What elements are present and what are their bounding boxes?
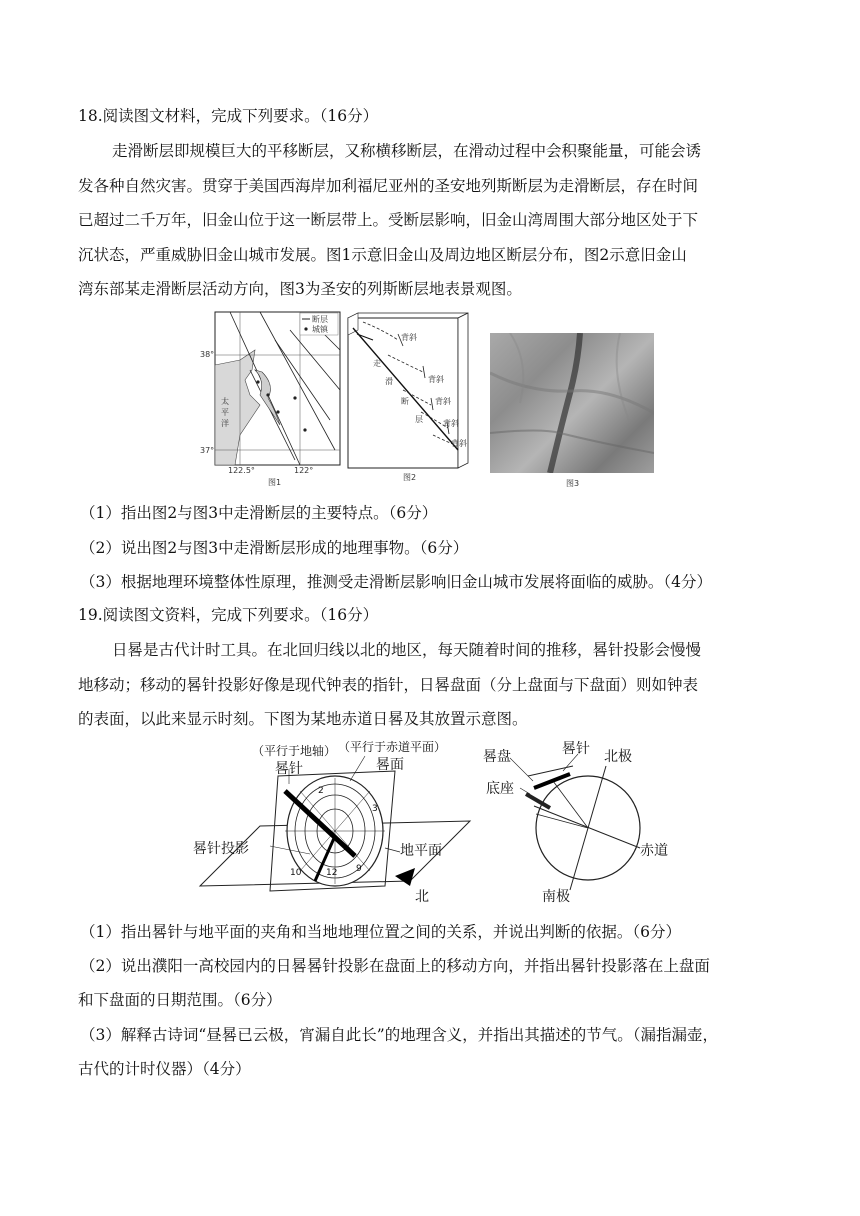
fig2-fault-label: 层 [415, 415, 423, 424]
q18-para-line: 湾东部某走滑断层活动方向，图3为圣安的列斯断层地表景观图。 [78, 280, 522, 298]
fig2-caption: 图2 [403, 473, 417, 482]
globe-dial-label: 晷盘 [483, 749, 511, 765]
figure-globe-diagram [478, 736, 678, 906]
fig1-ocean-label: 洋 [221, 419, 229, 428]
sundial-hour-label: 3 [372, 804, 378, 814]
q18-para-line: 沉状态，严重威胁旧金山城市发展。图1示意旧金山及周边地区断层分布，图2示意旧金山 [78, 246, 687, 264]
sundial-hour-label: 9 [356, 864, 362, 874]
q19-question: （3）解释古诗词“昼晷已云极，宵漏自此长”的地理含义，并指出其描述的节气。（漏指漏壶， [80, 1026, 718, 1044]
globe-north-pole-label: 北极 [604, 749, 632, 765]
q19-para-line: 的表面，以此来显示时刻。下图为某地赤道日晷及其放置示意图。 [78, 710, 528, 728]
sundial-gnomon-label: 晷针 [275, 761, 303, 777]
fig2-fault-label: 断 [401, 397, 409, 406]
fig1-legend-fault: 断层 [312, 315, 328, 324]
figure-2-fault-block [343, 310, 473, 480]
q18-question: （1）指出图2与图3中走滑断层的主要特点。（6分） [80, 504, 438, 522]
fig1-lat-label: 37° [200, 446, 215, 455]
q18-question: （3）根据地理环境整体性原理，推测受走滑断层影响旧金山城市发展将面临的威胁。（4分） [80, 573, 712, 591]
fig1-lat-label: 38° [200, 350, 215, 359]
q18-title: 18.阅读图文材料，完成下列要求。（16分） [78, 107, 379, 125]
globe-gnomon-label: 晷针 [562, 741, 590, 757]
fig2-anticline-label: 背斜 [435, 397, 451, 406]
q19-para-line: 日晷是古代计时工具。在北回归线以北的地区，每天随着时间的推移，晷针投影会慢慢 [112, 641, 702, 659]
fig2-fault-label: 滑 [385, 377, 393, 386]
fig2-anticline-label: 背斜 [451, 439, 467, 448]
sundial-ground-label: 地平面 [400, 843, 442, 859]
q18-para-line: 已超过二千万年，旧金山位于这一断层带上。受断层影响，旧金山湾周围大部分地区处于下 [78, 211, 699, 229]
sundial-hour-label: 10 [290, 868, 302, 878]
q19-question: （2）说出濮阳一高校园内的日晷晷针投影在盘面上的移动方向，并指出晷针投影落在上盘面 [80, 957, 710, 975]
q18-para-line: 走滑断层即规模巨大的平移断层，又称横移断层，在滑动过程中会积聚能量，可能会诱 [112, 142, 702, 160]
globe-base-label: 底座 [486, 781, 514, 797]
sundial-face-label: 晷面 [376, 757, 404, 773]
fig1-caption: 图1 [268, 478, 282, 487]
q19-para-line: 地移动；移动的晷针投影好像是现代钟表的指针，日晷盘面（分上盘面与下盘面）则如钟表 [78, 676, 699, 694]
fig2-anticline-label: 背斜 [401, 333, 417, 342]
q19-question: （1）指出晷针与地平面的夹角和当地地理位置之间的关系，并说出判断的依据。（6分） [80, 923, 681, 941]
fig1-legend-town: 城镇 [312, 325, 328, 334]
sundial-shadow-label: 晷针投影 [193, 841, 249, 857]
fig1-lon-label: 122.5° [228, 466, 255, 475]
fig2-anticline-label: 背斜 [443, 419, 459, 428]
sundial-hour-label: 2 [318, 786, 324, 796]
globe-equator-label: 赤道 [640, 843, 668, 859]
figure-sundial-diagram [190, 736, 480, 906]
figure-3-fault-photo [490, 333, 654, 473]
fig2-anticline-label: 背斜 [428, 375, 444, 384]
fig2-fault-label: 走 [373, 359, 381, 368]
q19-question-cont: 和下盘面的日期范围。（6分） [78, 991, 282, 1009]
sundial-north-label: 北 [415, 889, 429, 905]
globe-south-pole-label: 南极 [542, 889, 570, 905]
q19-question-cont: 古代的计时仪器）（4分） [78, 1060, 251, 1078]
sundial-hour-label: 12 [326, 868, 338, 878]
fig1-ocean-label: 太 [221, 397, 229, 406]
figure-1-fault-map [200, 310, 345, 490]
fig1-ocean-label: 平 [221, 408, 229, 417]
sundial-axis-note: （平行于地轴） [252, 744, 337, 758]
fig1-lon-label: 122° [294, 466, 314, 475]
sundial-equator-note: （平行于赤道平面） [338, 740, 447, 754]
fig3-caption: 图3 [566, 479, 580, 488]
q18-para-line: 发各种自然灾害。贯穿于美国西海岸加利福尼亚州的圣安地列斯断层为走滑断层，存在时间 [78, 177, 699, 195]
q19-title: 19.阅读图文资料，完成下列要求。（16分） [78, 606, 379, 624]
q18-question: （2）说出图2与图3中走滑断层形成的地理事物。（6分） [80, 539, 469, 557]
